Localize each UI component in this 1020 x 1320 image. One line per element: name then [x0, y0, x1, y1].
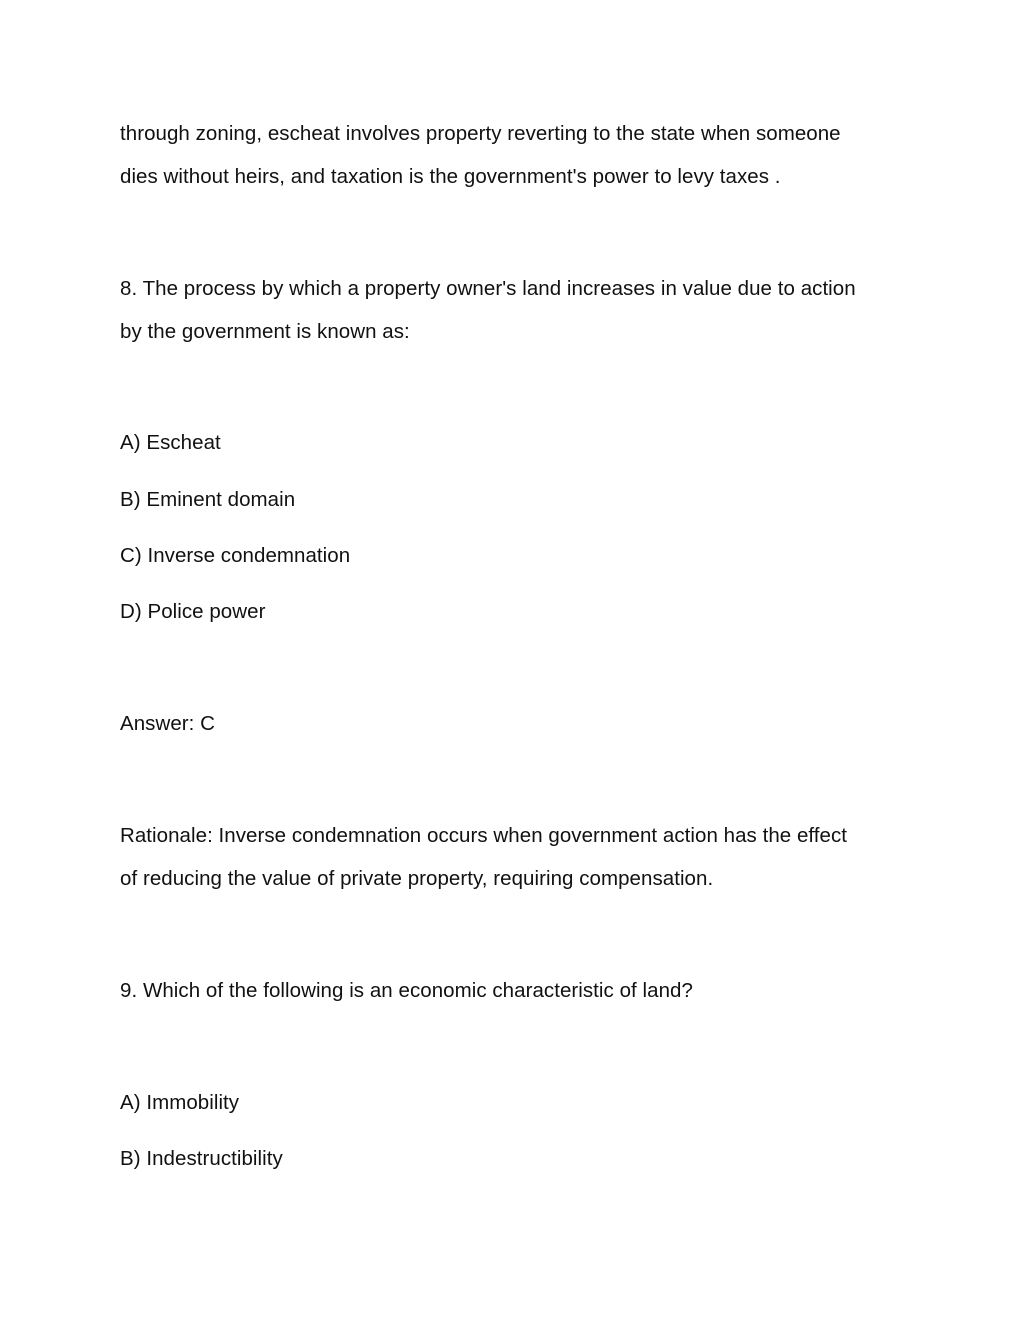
question-9-option-b: B) Indestructibility [120, 1147, 283, 1170]
continuation-text-line-2: dies without heirs, and taxation is the government's power to levy taxes . [120, 165, 781, 188]
question-8-rationale-line-2: of reducing the value of private property, requiring compensation. [120, 867, 714, 890]
question-8-option-a: A) Escheat [120, 431, 221, 454]
question-8-option-c: C) Inverse condemnation [120, 544, 351, 567]
question-8-option-d: D) Police power [120, 600, 266, 623]
question-8-text-line-1: 8. The process by which a property owner's land increases in value due to action [120, 277, 856, 300]
question-8-text-line-2: by the government is known as: [120, 320, 410, 343]
question-8-answer: Answer: C [120, 712, 216, 735]
question-8-rationale-line-1: Rationale: Inverse condemnation occurs when government action has the effect [120, 824, 848, 847]
continuation-text-line-1: through zoning, escheat involves property reverting to the state when someone [120, 122, 841, 145]
question-9-option-a: A) Immobility [120, 1091, 240, 1114]
question-9-text: 9. Which of the following is an economic characteristic of land? [120, 979, 693, 1002]
question-8-option-b: B) Eminent domain [120, 488, 296, 511]
